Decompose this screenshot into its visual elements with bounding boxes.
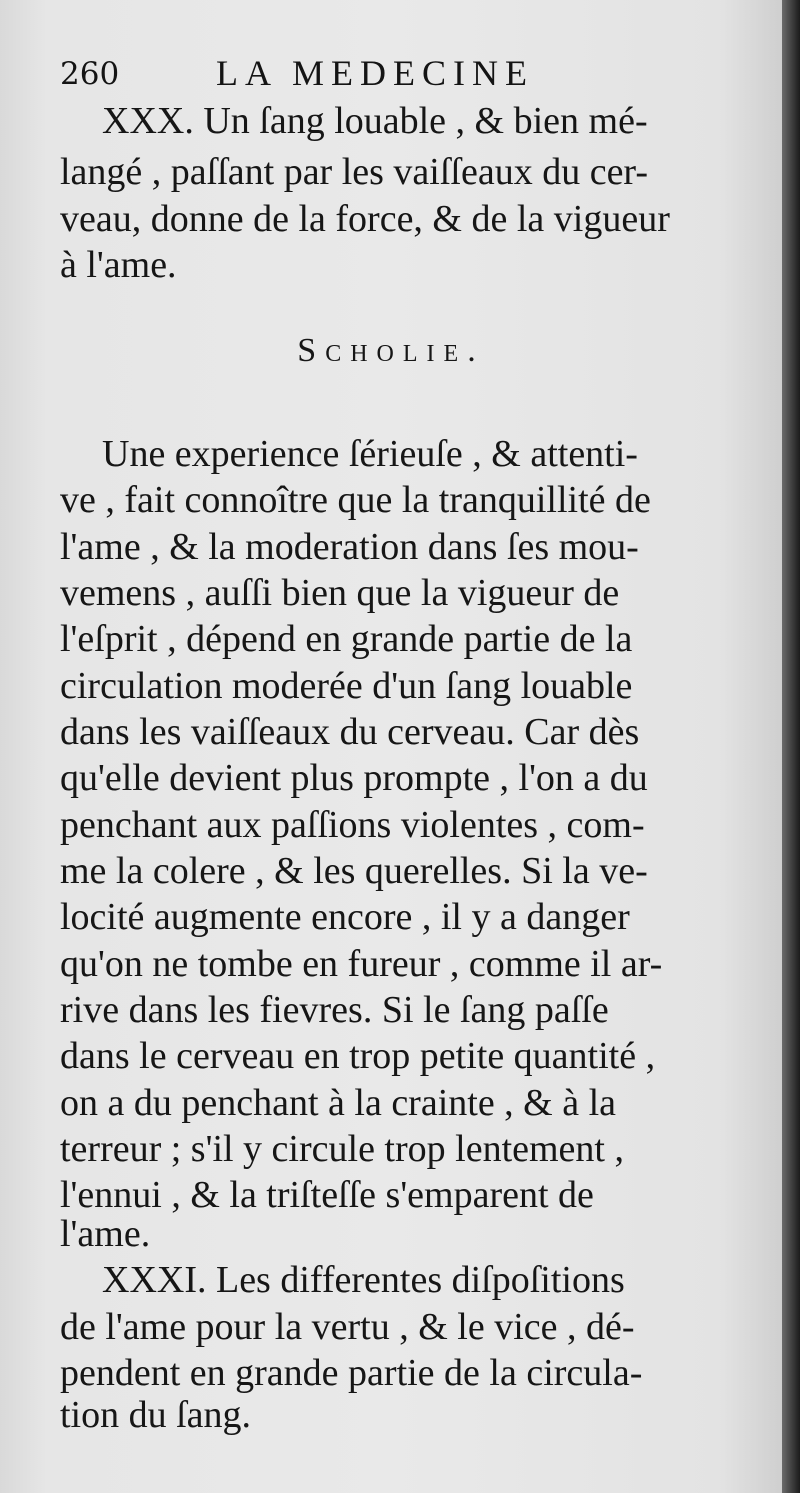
running-title: LA MEDECINE bbox=[216, 53, 534, 93]
scholie-line: qu'on ne tombe en fureur , comme il ar- bbox=[60, 943, 663, 985]
scholie-line: l'eſprit , dépend en grande partie de la bbox=[60, 618, 633, 660]
scholie-line: l'ame. bbox=[60, 1213, 151, 1255]
article-30-line: veau, donne de la force, & de la vigueur bbox=[60, 198, 670, 240]
scholie-line: me la colere , & les querelles. Si la ve- bbox=[60, 850, 648, 892]
scholie-line: Une experience ſérieuſe , & attenti- bbox=[102, 433, 638, 475]
page-number: 260 bbox=[60, 56, 120, 92]
scholie-line: on a du penchant à la crainte , & à la bbox=[60, 1082, 617, 1124]
page-edge-shadow bbox=[782, 0, 800, 1493]
scholie-line: vemens , auſſi bien que la vigueur de bbox=[60, 572, 620, 614]
article-30-line: langé , paſſant par les vaiſſeaux du cer- bbox=[60, 151, 648, 193]
article-31-line: XXXI. Les differentes diſpoſitions bbox=[102, 1259, 625, 1301]
scholie-line: locité augmente encore , il y a danger bbox=[60, 896, 630, 938]
scholie-line: rive dans les fievres. Si le ſang paſſe bbox=[60, 989, 609, 1031]
scholie-line: l'ennui , & la triſteſſe s'emparent de bbox=[60, 1174, 594, 1216]
article-31-line: tion du ſang. bbox=[60, 1394, 252, 1436]
scholie-line: dans les vaiſſeaux du cerveau. Car dès bbox=[60, 711, 640, 753]
scholie-line: terreur ; s'il y circule trop lentement , bbox=[60, 1128, 624, 1170]
scholie-line: l'ame , & la moderation dans ſes mou- bbox=[60, 526, 639, 568]
scholie-line: circulation moderée d'un ſang louable bbox=[60, 665, 633, 707]
article-31-line: de l'ame pour la vertu , & le vice , dé- bbox=[60, 1306, 635, 1348]
scholie-line: dans le cerveau en trop petite quantité , bbox=[60, 1035, 656, 1077]
article-31-line: pendent en grande partie de la circula- bbox=[60, 1352, 643, 1394]
scholie-line: ve , fait connoître que la tranquillité de bbox=[60, 479, 651, 521]
scholie-line: penchant aux paſſions violentes , com- bbox=[60, 804, 645, 846]
running-head bbox=[60, 52, 620, 96]
scholie-line: qu'elle devient plus prompte , l'on a du bbox=[60, 757, 648, 799]
article-30-line: à l'ame. bbox=[60, 244, 177, 286]
article-30-line: XXX. Un ſang louable , & bien mé- bbox=[102, 100, 648, 142]
section-heading: Scholie. bbox=[297, 332, 485, 369]
